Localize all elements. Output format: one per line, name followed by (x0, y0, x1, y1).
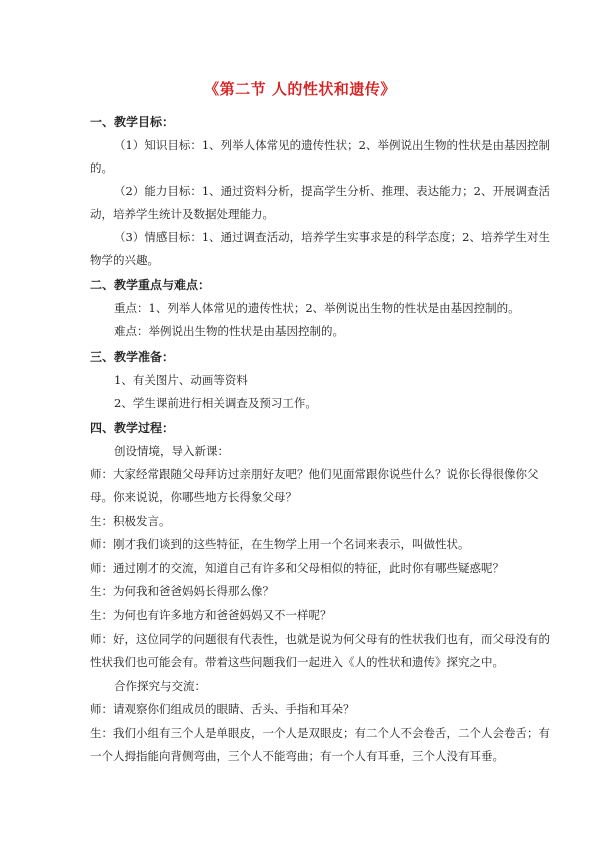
paragraph-line: 师：大家经常跟随父母拜访过亲朋好友吧？他们见面常跟你说些什么？说你长得很像你父 (90, 467, 539, 481)
paragraph-line: 难点：举例说出生物的性状是由基因控制的。 (114, 324, 344, 338)
paragraph-line: 母。你来说说，你哪些地方长得象父母？ (90, 490, 297, 504)
paragraph-line: 的。 (90, 161, 113, 175)
paragraph-line: （3）情感目标：1、通过调查活动，培养学生实事求是的科学态度；2、培养学生对生 (114, 230, 550, 244)
paragraph-line: 重点：1、列举人体常见的遗传性状；2、举例说出生物的性状是由基因控制的。 (114, 301, 520, 315)
paragraph-line: 物学的兴趣。 (90, 253, 159, 267)
paragraph-line: 师：刚才我们谈到的这些特征，在生物学上用一个名词来表示，叫做性状。 (90, 537, 470, 551)
paragraph-line: （2）能力目标：1、通过资料分析，提高学生分析、推理、表达能力；2、开展调查活 (114, 184, 550, 198)
section-heading-preparation: 三、教学准备： (90, 350, 175, 364)
paragraph-line: 1、有关图片、动画等资料 (114, 373, 248, 387)
paragraph-line: 创设情境，导入新课： (114, 444, 229, 458)
section-heading-process: 四、教学过程： (90, 421, 175, 435)
paragraph-line: 生：为何也有许多地方和爸爸妈妈又不一样呢？ (90, 608, 332, 622)
paragraph-line: 师：好，这位同学的问题很有代表性，也就是说为何父母有的性状我们也有，而父母没有的 (90, 632, 550, 646)
paragraph-line: 生：我们小组有三个人是单眼皮，一个人是双眼皮；有二个人不会卷舌，二个人会卷舌；有 (90, 726, 550, 740)
paragraph-line: （1）知识目标：1、列举人体常见的遗传性状；2、举例说出生物的性状是由基因控制 (114, 138, 550, 152)
paragraph-line: 动，培养学生统计及数据处理能力。 (90, 207, 274, 221)
paragraph-line: 性状我们也可能会有。带着这些问题我们一起进入《人的性状和遗传》探究之中。 (90, 655, 504, 669)
paragraph-line: 合作探究与交流： (114, 679, 206, 693)
paragraph-line: 师：通过刚才的交流，知道自己有许多和父母相似的特征，此时你有哪些疑惑呢？ (90, 561, 504, 575)
paragraph-line: 师：请观察你们组成员的眼睛、舌头、手指和耳朵？ (90, 702, 355, 716)
section-heading-objectives: 一、教学目标： (90, 115, 175, 129)
paragraph-line: 一个人拇指能向背侧弯曲，三个人不能弯曲；有一个人有耳垂，三个人没有耳垂。 (90, 749, 504, 763)
paragraph-line: 2、学生课前进行相关调查及预习工作。 (114, 396, 317, 410)
section-heading-key-points: 二、教学重点与难点： (90, 278, 211, 292)
page-title: 《第二节 人的性状和遗传》 (204, 80, 396, 98)
paragraph-line: 生：为何我和爸爸妈妈长得那么像？ (90, 584, 274, 598)
paragraph-line: 生：积极发言。 (90, 514, 171, 528)
